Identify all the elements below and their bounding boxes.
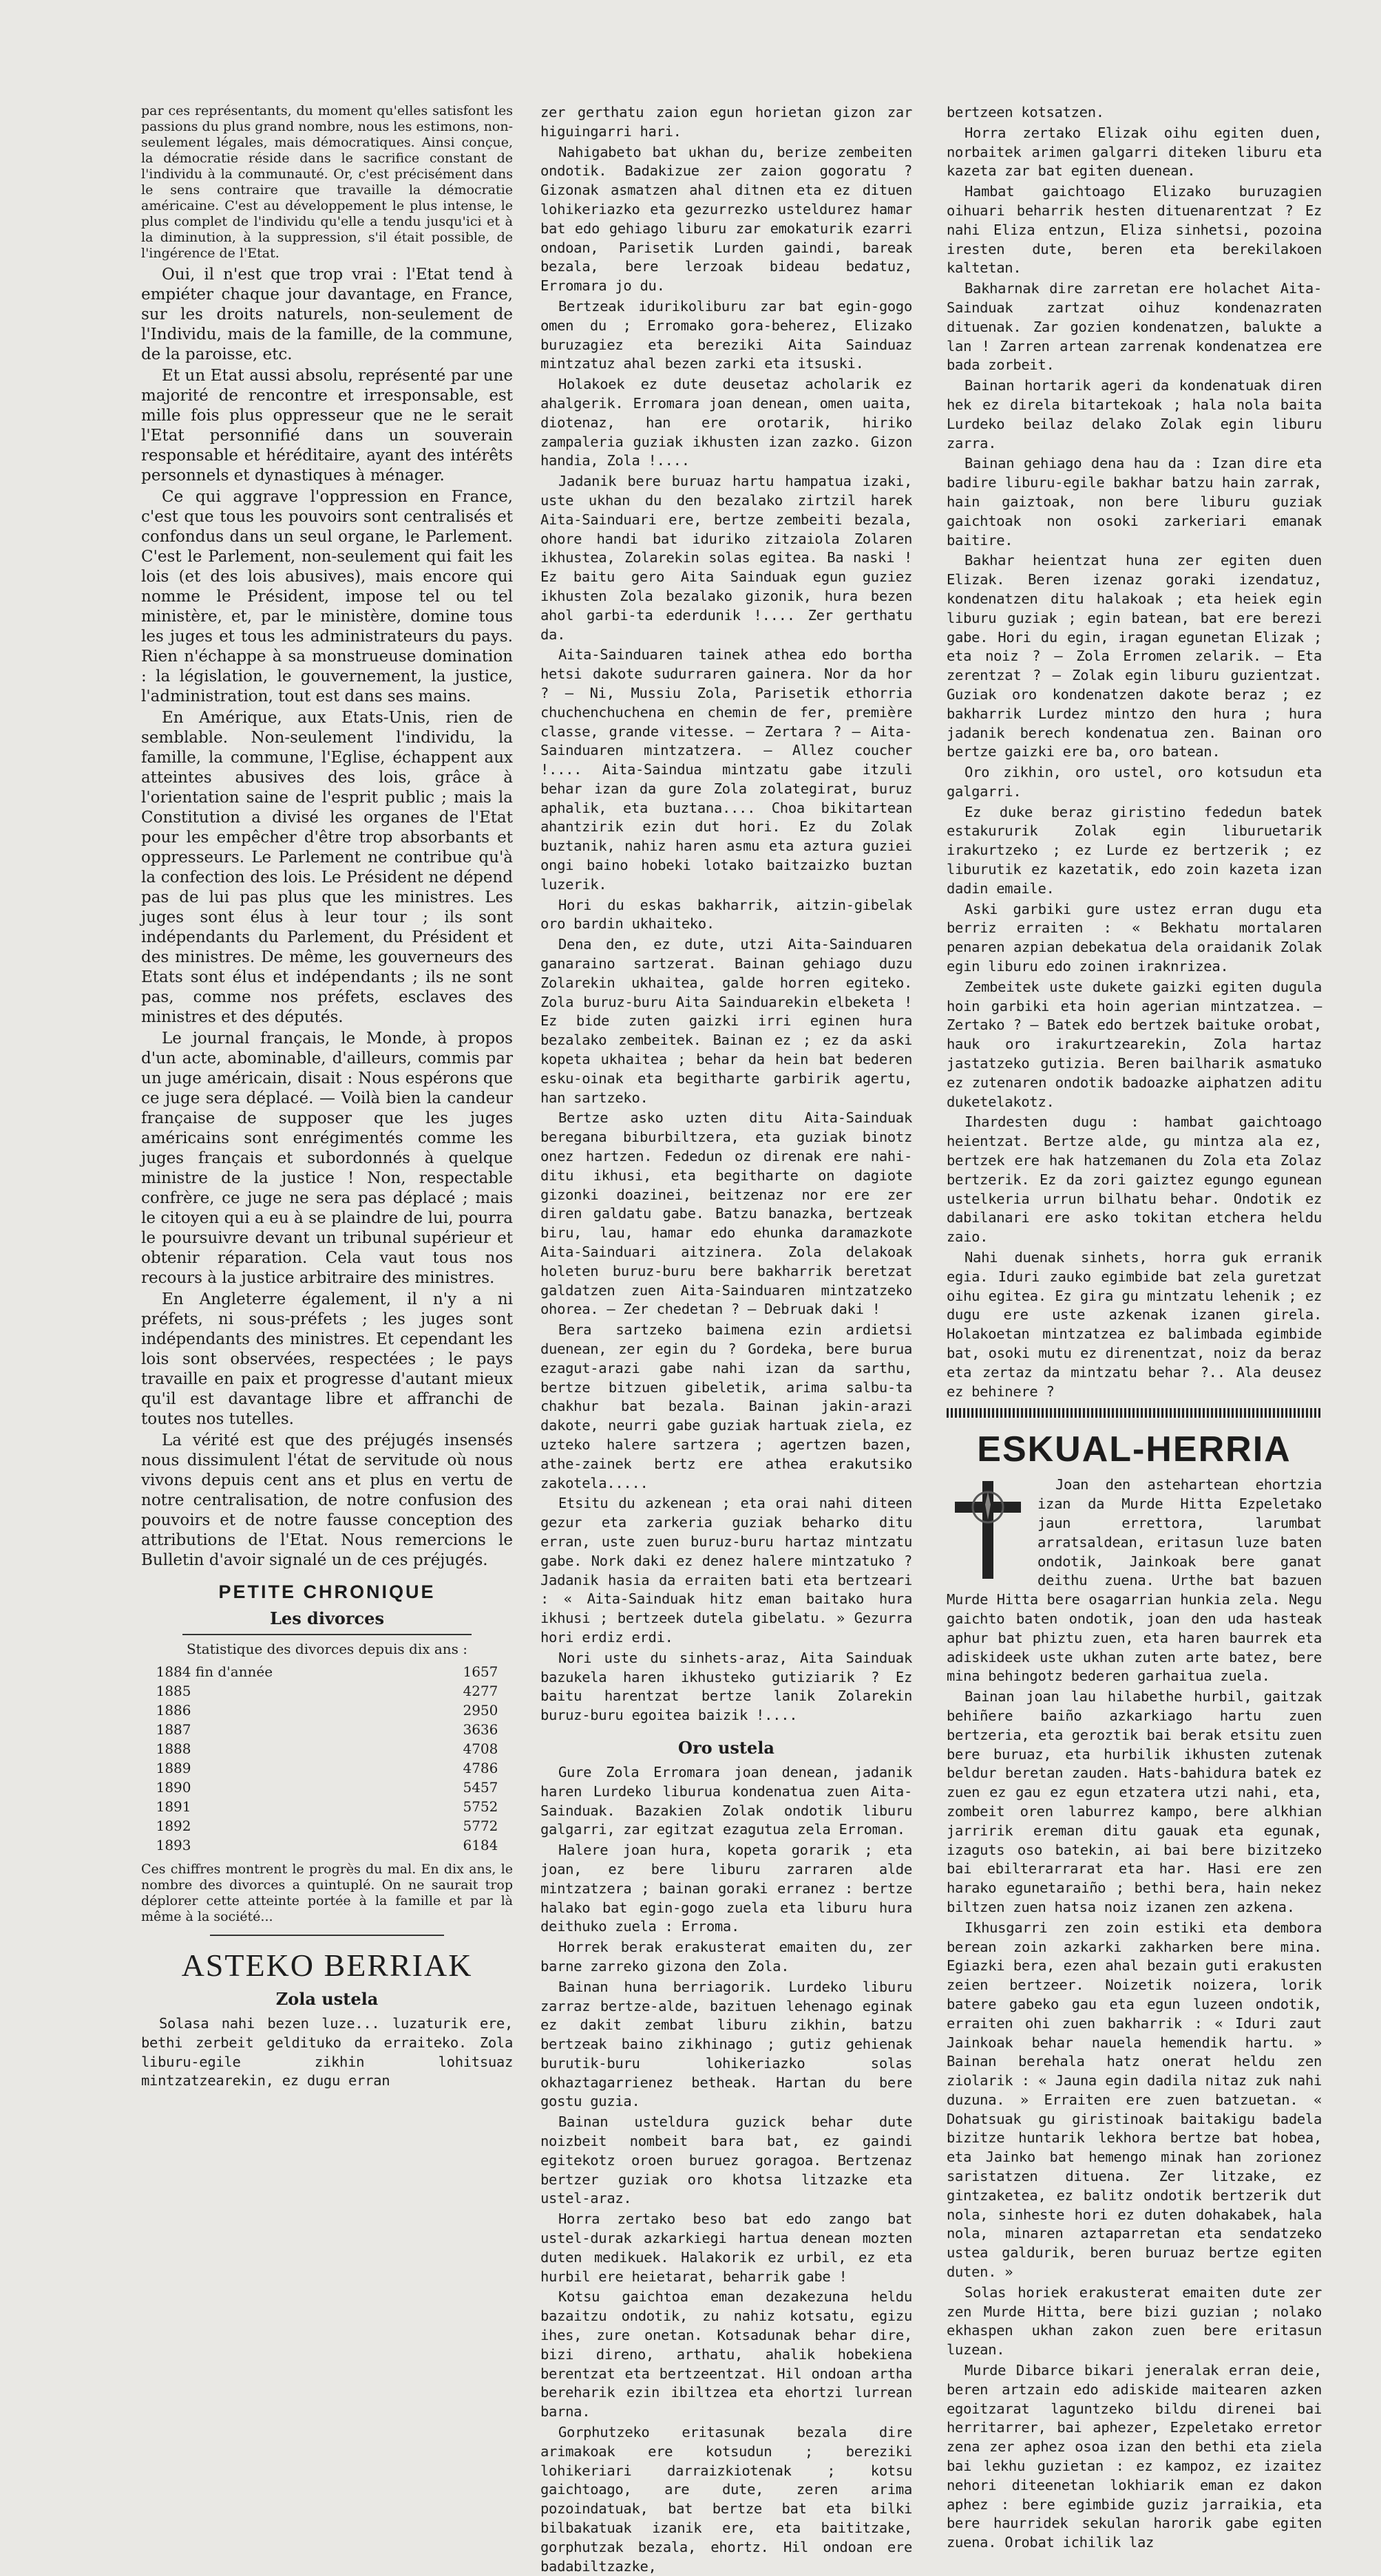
table-row: 1889 4786 — [156, 1760, 498, 1776]
article-paragraph: Bertze asko uzten ditu Aita-Sainduak beregana biburbiltzera, eta guziak binotz onez hartzen. Fededun oz direnak ere nahi-ditu ikhusi, eta begitharte on dagiote gizonki doazinei, beitzenaz nor ere zer diren galdatu gabe. Batzu banazka, bertzeak biru, lau, hamar edo ehunka daramazkote Aita-Sainduari aitzinera. Zola delakoak holeten buruz-buru bere bakharrik beretzat galdatzen zuen Aita-Sainduaren mintzatzeko ohorea. — Zer chedetan ? — Debruak daki ! — [540, 1109, 912, 1318]
column-left — [141, 103, 513, 2099]
article-paragraph: Gorphutzeko eritasunak bezala dire arimakoak ere kotsudun ; bereziki lohikeriari darraizkiotenak ; kotsu gaichtoago, are dute, zeren arima pozoindatuak, bat bertze bat eta bilki bilbakatuak izanik ere, eta baititzake, gorphutzak bezala, ehortz. Hil ondoan ere badabiltzazke, — [540, 2424, 912, 2575]
article-paragraph: En Amérique, aux Etats-Unis, rien de semblable. Non-seulement l'individu, la famille, la commune, l'Eglise, échappent aux atteintes abusives des lois, grâce à l'orientation saine de l'esprit public ; mais la Constitution a divisé les organes de l'Etat pour les empêcher d'être trop absorbants et oppresseurs. Le Parlement ne contribue qu'à la confection des lois. Le Président ne dépend pas de lui pas plus que les ministres. Les juges sont élus à leur tour ; ils sont indépendants du Parlement, du Président et des ministres. De même, les gouverneurs des Etats sont élus et indépendants ; ils ne sont pas, comme nos préfets, esclaves des ministres et des députés. — [141, 709, 513, 1026]
article-paragraph: Bainan gehiago dena hau da : Izan dire eta badire liburu-egile bakhar batzu hain zarrak, hain gaiztoak, non bere liburu guziak gaichtoak non osoki zarkeriari emanak baitire. — [947, 455, 1322, 549]
article-paragraph: bertzeen kotsatzen. — [947, 104, 1104, 120]
divider — [182, 1634, 472, 1635]
table-row: 1888 4708 — [156, 1741, 498, 1757]
article-paragraph: Horra zertako Elizak oihu egiten duen, norbaitek arimen galgarri diteken liburu eta kazeta zar bat egiten duenean. — [947, 124, 1322, 180]
table-row: 1886 2950 — [156, 1702, 498, 1718]
article-paragraph: Bainan joan lau hilabethe hurbil, gaitzak behiñere baiño azkarkiago hartu zuen bertzeria, eta geroztik bai berak etsitu zuen bere buruaz, eta hurbilik ikhusten zutenak beldur beretan zauden. Hats-bahidura batek ez zuen ez gau ez egun etzatera utzi nahi, eta, zombeit oren laburrez kampo, bere alkhian jarririk ereman ditu gauak eta egunak, izaguts oso batekin, ai bai bere bizitzeko bai ebilterarrarat eta har. Hasi ere zen harako egunetaraiño ; bethi bera, hain nekez biltzen zuen hatsa noiz izanen zen azkena. — [947, 1688, 1322, 1915]
petite-chronique-heading: PETITE CHRONIQUE — [218, 1582, 436, 1602]
article-paragraph: Aita-Sainduaren tainek athea edo bortha hetsi dakote sudurraren gainera. Nor da hor ? — Ni, Mussiu Zola, Parisetik ethorria chuchenchuchena en chemin de fer, première classe, grande vitesse. — Zertara ? — Aita-Sainduaren mintzatzera. — Allez coucher !.... Aita-Saindua mintzatu gabe itzuli behar izan da gure Zola zolategirat, buruz aphalik, eta buztana.... Choa bikitartean ahantzirik ezin dut hori. Ez du Zolak buztanik, nahiz haren asmu eta aztura guziei ongi baino hobeki lotako baitzaizko buztan luzerik. — [540, 646, 912, 893]
article-paragraph: Hori du eskas bakharrik, aitzin-gibelak oro bardin ukhaiteko. — [540, 896, 912, 933]
article-paragraph: Oro zikhin, oro ustel, oro kotsudun eta galgarri. — [947, 764, 1322, 800]
article-paragraph: Solasa nahi bezen luze... luzaturik ere, bethi zerbeit geldituko da erraiteko. Zola liburu-egile zikhin lohitsuaz mintzatzearekin, ez dugu erran — [141, 2015, 513, 2089]
article-paragraph: Joan den astehartean ehortzia izan da Murde Hitta Ezpeletako jaun errettora, larumbat arratsaldean, eritasun luze baten ondotik, Jainkoak bere ganat deithu zuena. Urthe bat bazuen Murde Hitta bere osagarrian hunkia zela. Negu gaichto baten ondotik, joan den uda hasteak aphur bat phiztu zuen, eta haren baurrek eta adiskideek uste ukhan zuten arte batez, bere mina behingotz bederen garhaitua zuela. — [947, 1476, 1322, 1685]
article-paragraph: Horrek berak erakusterat emaiten du, zer barne zarreko gizona den Zola. — [540, 1939, 912, 1974]
table-row: 1887 3636 — [156, 1721, 498, 1738]
article-paragraph: Jadanik bere buruaz hartu hampatua izaki, uste ukhan du den bezalako zirtzil harek Aita-Sainduari ere, bertze zembeiti bezala, ohore handi bat iduriko zitzaiola Zolaren ikhustea, Zolarekin solas egitea. Ba naski ! Ez baitu gero Aita Sainduak egun guziez ikhusten Zola bezalako gizonik, hura bezen ahol garbi-ta ederdunik !.... Zer gerthatu da. — [540, 473, 912, 643]
article-paragraph: Hambat gaichtoago Elizako buruzagien oihuari beharrik hesten dituenarentzat ? Ez nahi Eliza entzun, Eliza sinhetsi, pozoina iresten dute, beren eta berekilakoen kaltetan. — [947, 183, 1322, 277]
cross-icon — [947, 1478, 1029, 1582]
oro-ustela-title: Oro ustela — [678, 1737, 774, 1758]
article-paragraph: Ikhusgarri zen zoin estiki eta dembora berean zoin azkarki zakharken bere mina. Egiazki bera, ezen ahal bezain guti erakusten zeien bertzeer. Noizetik noizera, lorik batere gabeko gau eta egun luzeen ondotik, erraiten ohi zuen bakharrik : « Iduri zaut Jainkoak behar nauela hemendik hartu. » Bainan berehala hatz onerat heldu zen ziolarik : « Jauna egin dadila nitaz zuk nahi duzuna. » Erraiten ere zuen batzuetan. « Dohatsuak gu giristinoak baitakigu badela bizitze huntarik lekhora bertze bat hobea, eta Jainko bat hemengo minak han zorionez saristatzen dituena. Zer litzake, ez gintzaketea, ez balitz ondotik bertzerik dut nola, sinheste hori ez duten dohakabek, hala nola, minaren aztaparretan eta sendatzeko ustea galdurik, beren buruaz bertze egiten duten. » — [947, 1919, 1322, 2281]
article-paragraph: Ez duke beraz giristino fededun batek estakururik Zolak egin liburuetarik irakurtzeko ; ez Lurde ez bertzerik ; ez liburutik ez kazetatik, edo zoin kazeta izan dadin emaile. — [947, 803, 1322, 897]
ornamental-rule — [947, 1408, 1322, 1418]
table-row: 1892 5772 — [156, 1818, 498, 1834]
article-paragraph: Ihardesten dugu : hambat gaichtoago heientzat. Bertze alde, gu mintza ala ez, bertzek ere hak hatzemanen du Zola eta Zolaz bertzerik. Ez da zori gaiztez egungo egunean ustelkeria urrun bilhatu behar. Ondotik ez dabilanari ere asko tokitan etchera heldu zaio. — [947, 1114, 1322, 1246]
table-row: 1884 fin d'année 1657 — [156, 1663, 498, 1680]
table-row: 1885 4277 — [156, 1683, 498, 1699]
article-paragraph: Oui, il n'est que trop vrai : l'Etat tend à empiéter chaque jour davantage, en France, sur les droits naturels, non-seulement de l'Individu, mais de la famille, de la commune, de la paroisse, etc. — [141, 266, 513, 363]
article-paragraph: Le journal français, le Monde, à propos d'un acte, abominable, d'ailleurs, commis par un juge américain, disait : Nous espérons que ce juge sera déplacé. — Voilà bien la candeur française de supposer que les juges américains sont enrégimentés comme les juges français et subordonnés à quelque ministre de la justice ! Non, respectable confrère, ce juge ne sera pas déplacé ; mais le citoyen qui a eu à se plaindre de lui, pourra le poursuivre devant un tribunal supérieur et obtenir réparation. Cela vaut tous nos recours à la justice arbitraire des ministres. — [141, 1030, 513, 1287]
divider — [210, 1935, 444, 1936]
article-paragraph: Zembeitek uste dukete gaizki egiten dugula hoin garbiki eta hoin agerian mintzatzea. — Zertako ? — Batek edo bertzek baituke orobat, hauk oro irakurtzearekin, Zola hartaz jastatzeko gutizia. Beren bailharik asmatuko ez zutenaren ondotik badoazke aiphatzen aditu duketelakotz. — [947, 978, 1322, 1110]
table-row: 1891 5752 — [156, 1798, 498, 1815]
article-paragraph: En Angleterre également, il n'y a ni préfets, ni sous-préfets ; les juges sont indépendants des ministres. Et cependant les lois sont observées, respectées ; le pays travaille en paix et progresse d'autant mieux qu'il est davantage libre et affranchi de toutes nos tutelles. — [141, 1290, 513, 1428]
article-paragraph: Nahigabeto bat ukhan du, berize zembeiten ondotik. Badakizue zer zaion gogoratu ? Gizonak asmatzen ahal ditnen eta ez dituen lohikeriazko eta gezurrezko usteldurez hamar bat edo gehiago liburu zar emokaturik ezarri ondoan, Parisetik Lurden gaindi, bareak bezala, bere lerzoak bideau bedatuz, Erromara jo du. — [540, 143, 912, 295]
article-paragraph: Bainan hortarik ageri da kondenatuak diren hek ez direla bitartekoak ; hala nola baita Lurdeko beilaz delako Zolak egin liburu zarra. — [947, 377, 1322, 451]
article-paragraph: Bakhar heientzat huna zer egiten duen Elizak. Beren izenaz goraki izendatuz, kondenatzen ditu halakoak ; eta heiek egin liburu guziak ; egin batean, bat ere berezi gabe. Hori du egin, iragan egunetan Elizak ; eta noiz ? — Zola Erromen zelarik. — Eta zerentzat ? — Zolak egin liburu guzientzat. Guziak oro kondenatzen dakote beraz ; ez bakharrik Lurdez mintzo den hura ; hura jadanik berech kondenatua zen. Bainan oro bertze gaizki ere ba, oro batean. — [947, 552, 1322, 760]
table-row: 1893 6184 — [156, 1837, 498, 1853]
article-paragraph: Bera sartzeko baimena ezin ardietsi duenean, zer egin du ? Gordeka, bere burua ezagut-arazi gabe nahi izan da sarthu, bertze bitzuen gibeletik, arima salbu-ta chakhur bat bezala. Bainan jakin-arazi dakote, neurri gabe guziak hartuak ziela, ez uzteko halere sartzera ; agertzen bazen, athe-zainek bertz ere athea erakutsiko zakotela..... — [540, 1321, 912, 1491]
article-paragraph: Kotsu gaichtoa eman dezakezuna heldu bazaitzu ondotik, zu nahiz kotsatu, egizu ihes, zure onetan. Kotsadunak behar dire, bizi direno, arthatu, ahalik hobekiena berentzat eta bertzeentzat. Hil ondoan artha bereharik ezin ibiltzea eta ehortzi lurrean barna. — [540, 2288, 912, 2420]
article-paragraph: Bainan usteldura guzick behar dute noizbeit nombeit bara bat, ez gaindi egitekotz oroen buruez goragoa. Bertzenaz bertzer guziak oro khotsa litzazke eta ustel-araz. — [540, 2114, 912, 2207]
divorces-intro: Statistique des divorces depuis dix ans : — [186, 1641, 468, 1657]
article-paragraph: Solas horiek erakusterat emaiten dute zer zen Murde Hitta, bere bizi guzian ; nolako ekhaspen ukhan zakon zuen bere eritasun luzean. — [947, 2284, 1322, 2359]
divorces-title: Les divorces — [270, 1608, 384, 1628]
divorces-table — [156, 1662, 498, 1855]
article-paragraph: La vérité est que des préjugés insensés nous dissimulent l'état de servitude où nous vivons depuis cent ans et plus en vertu de notre centralisation, de notre confusion des pouvoirs et de notre fausse conception des attributions de l'Etat. Nous remercions le Bulletin d'avoir signalé un de ces préjugés. — [141, 1431, 513, 1569]
divorces-note: Ces chiffres montrent le progrès du mal. En dix ans, le nombre des divorces a quintuplé. On ne saurait trop déplorer cette atteinte portée à la famille et par là même à la société... — [141, 1862, 513, 1924]
article-paragraph: Bakharnak dire zarretan ere holachet Aita-Sainduak zartzat oihuz kondenazraten dituenak. Zar gozien kondenatzen, balukte a lan ! Zarren artean zarrenak kondenatzea ere bada zorbeit. — [947, 280, 1322, 374]
article-paragraph: Horra zertako beso bat edo zango bat ustel-durak azkarkiegi hartua denean mozten duten medikuek. Halakorik ez urbil, ez eta hurbil ere heietarat, beharrik gabe ! — [540, 2211, 912, 2285]
article-paragraph: Bainan huna berriagorik. Lurdeko liburu zarraz bertze-alde, bazituen lehenago eginak ez dakit zembat liburu zikhin, batzu bertzeak baino zikhinago ; gutiz gehienak burutik-buru lohikeriazko solas okhaztagarrienez betheak. Hartan du bere gostu guzia. — [540, 1978, 912, 2110]
zola-ustela-title: Zola ustela — [275, 1989, 379, 2009]
article-paragraph: Et un Etat aussi absolu, représenté par une majorité de rencontre et irresponsable, est mille fois plus oppresseur que ne le serait l'Etat personnifié dans un souverain responsable et héréditaire, ayant des intérêts personnels et dynastiques à ménager. — [141, 367, 513, 485]
asteko-berriak-heading: ASTEKO BERRIAK — [181, 1948, 473, 1983]
article-paragraph: Bertzeak idurikoliburu zar bat egin-gogo omen du ; Erromako gora-beherez, Elizako buruzagiez eta bereziki Aita Sainduaz mintzatuz ahal bezen zarki eta itsuski. — [540, 297, 912, 372]
article-paragraph: Nori uste du sinhets-araz, Aita Sainduak bazukela haren ikhusteko gutiziarik ? Ez baitu harentzat bertze lanik Zolarekin buruz-buru egoitea baizik !.... — [540, 1649, 912, 1724]
article-paragraph: Murde Dibarce bikari jeneralak erran deie, beren artzain edo adiskide maitearen azken egoitzarat laguntzeko bildu direnei bai herritarrer, bai aphezer, Ezpeletako erretor zena zer aphez osoa izan den bethi eta ziela bai lekhu guzietan : ez kampoz, ez izaitez nehori diteenetan lokhiarik eman ez dakon aphez : bere egimbide guziz jarraikia, eta bere haurridek sekulan harorik gabe egiten zuena. Orobat ichilik laz — [947, 2362, 1322, 2551]
article-paragraph: zer gerthatu zaion egun horietan gizon zar higuingarri hari. — [540, 104, 912, 140]
article-paragraph: Gure Zola Erromara joan denean, jadanik haren Lurdeko liburua kondenatua zuen Aita-Sainduak. Bazakien Zolak ondotik liburu galgarri, zar egitzat ezagutua zela Erroman. — [540, 1763, 912, 1838]
article-paragraph: Aski garbiki gure ustez erran dugu eta berriz erraiten : « Bekhatu mortalaren penaren azpian debekatua dela oraidanik Zolak egin liburu edo zoinen iraknrizea. — [947, 900, 1322, 975]
article-paragraph: Nahi duenak sinhets, horra guk erranik egia. Iduri zauko egimbide bat zela guretzat oihu egitea. Ez gira gu mintzatu lehenik ; ez dugu ere uste azkenak izanen girela. Holakoetan mintzatzea ez balimbada egimbide bat, osoki mutu ez direnentzat, noiz da beraz eta zertaz da mintzatu behar ?.. Ala deusez ez behinere ? — [947, 1249, 1322, 1400]
column-right — [947, 103, 1322, 2551]
article-paragraph: Halere joan hura, kopeta gorarik ; eta joan, ez bere liburu zarraren alde mintzatzera ; bainan goraki erranez : bertze halako bat egin-gogo zuela eta liburu hura deithuko zuela : Erroma. — [540, 1842, 912, 1935]
article-paragraph: Holakoek ez dute deusetaz acholarik ez ahalgerik. Erromara joan denean, omen uaita, diotenaz, han ere orotarik, hiriko zampaleria guziak ikhusten izan zazko. Gizon handia, Zola !.... — [540, 376, 912, 469]
article-paragraph: Ce qui aggrave l'oppression en France, c'est que tous les pouvoirs sont centralisés et confondus dans un seul organe, le Parlement. C'est le Parlement, non-seulement qui fait les lois (et des lois abusives), mais encore qui nomme le Président, impose tel ou tel ministère, et, par le ministère, domine tous les juges et tous les administrateurs du pays. Rien n'échappe à sa monstrueuse domination : la législation, le gouvernement, la justice, l'administration, tout est dans ses mains. — [141, 488, 513, 705]
article-paragraph: Etsitu du azkenean ; eta orai nahi diteen gezur eta zarkeria guziak beharko ditu erran, uste zuen buruz-buru hartaz mintzatu gabe. Nork daki ez denez halere mintzatuko ? Jadanik hasia da erraiten bati eta bertzeari : « Aita-Sainduak hitz eman baitako hura ikhusi ; bertzeek dutela gibelatu. » Gezurra hori erdiz erdi. — [540, 1495, 912, 1646]
article-paragraph: Dena den, ez dute, utzi Aita-Sainduaren ganaraino sartzerat. Bainan gehiago duzu Zolarekin ukhaitea, galde horren egiteko. Zola buruz-buru Aita Sainduarekin elbeketa ! Ez bide zuten gaizki irri eginen hura bezalako zembeitek. Bainan ez ; ez da aski kopeta ukhaitea ; behar da hein bat bederen esku-oinak eta begitharte garbirik agertu, han sartzeko. — [540, 936, 912, 1106]
eskual-herria-heading: ESKUAL-HERRIA — [977, 1429, 1292, 1470]
column-middle — [540, 103, 912, 2575]
table-row: 1890 5457 — [156, 1779, 498, 1796]
intro-paragraph: par ces représentants, du moment qu'elles satisfont les passions du plus grand nombre, nous les estimons, non-seulement légales, mais démocratiques. Ainsi conçue, la démocratie réside dans le sacrifice constant de l'individu à la communauté. Or, c'est précisément dans le sens contraire que travaille la démocratie américaine. C'est au développement le plus intense, le plus complet de l'individu qu'elle a tendu jusqu'ici et à la diminution, à la suppression, s'il était possible, de l'ingérence de l'Etat. — [141, 103, 513, 261]
